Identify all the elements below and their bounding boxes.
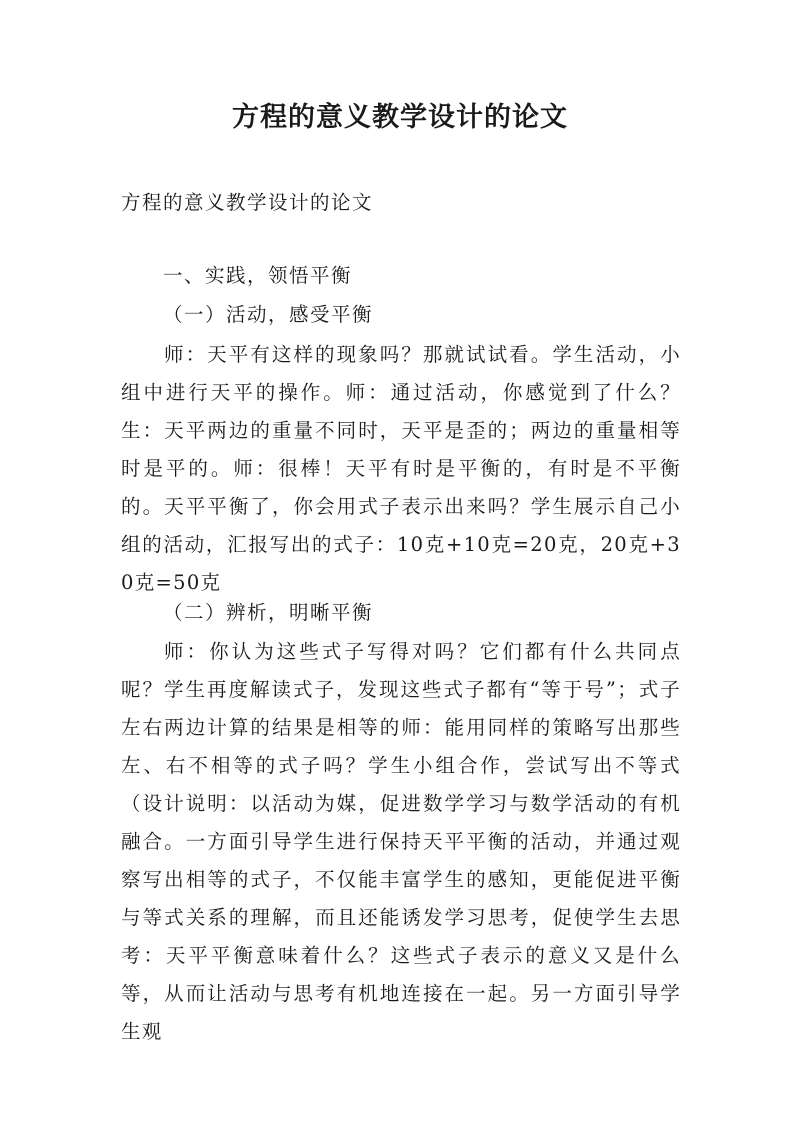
subsection-heading-analysis: （二）辨析，明晰平衡 <box>163 601 374 624</box>
paragraph-analysis: 师：你认为这些式子写得对吗？它们都有什么共同点呢？学生再度解读式子，发现这些式子都有“等于号”；式子左右两边计算的结果是相等的师：能用同样的策略写出那些左、右不相等的式子吗？学生小组合作，尝试写出不等式（设计说明：以活动为媒，促进数学学习与数学活动的有机融合。一方面引导学生进行保持天平平衡的活动，并通过观察写出相等的式子，不仅能丰富学生的感知，更能促进平衡与等式关系的理解，而且还能诱发学习思考，促使学生去思考：天平平衡意味着什么？这些式子表示的意义又是什么等，从而让活动与思考有机地连接在一起。另一方面引导学生观 <box>121 640 681 1043</box>
document-title: 方程的意义教学设计的论文 <box>232 102 568 133</box>
document-subtitle: 方程的意义教学设计的论文 <box>121 191 374 214</box>
paragraph-activity: 师：天平有这样的现象吗？那就试试看。学生活动，小组中进行天平的操作。师：通过活动，你感觉到了什么？生：天平两边的重量不同时，天平是歪的；两边的重量相等时是平的。师：很棒！天平有时是平衡的，有时是不平衡的。天平平衡了，你会用式子表示出来吗？学生展示自己小组的活动，汇报写出的式子：10克+10克=20克，20克+30克=50克 <box>121 343 681 594</box>
section-heading-practice: 一、实践，领悟平衡 <box>163 264 353 287</box>
subsection-heading-activity: （一）活动，感受平衡 <box>163 303 374 326</box>
